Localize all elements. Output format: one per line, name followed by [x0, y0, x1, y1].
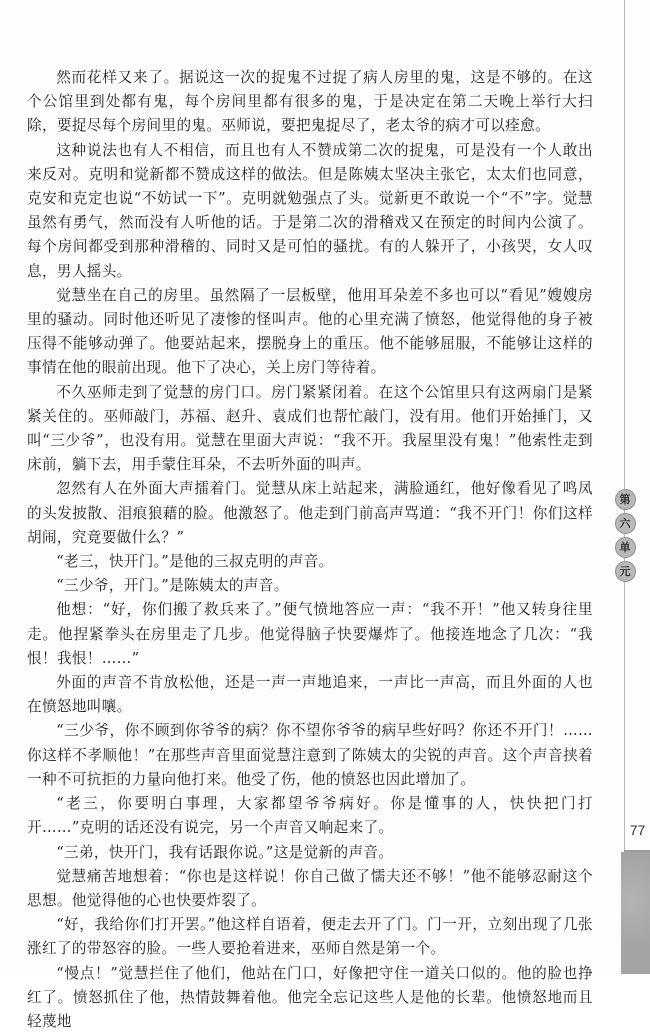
paragraph-11: “老三，你要明白事理，大家都望爷爷病好。你是懂事的人，快快把门打开……”克明的话还没有说完，另一个声音又响起来了。 [27, 795, 593, 837]
paragraph-15: “慢点！”觉慧拦住了他们，他站在门口，好像把守住一道关口似的。他的脸也挣红了。愤怒抓住了他，热情鼓舞着他。他完全忘记这些人是他的长辈。他愤怒地而且轻蔑地 [27, 964, 593, 1030]
paragraph-7: “三少爷，开门。”是陈姨太的声音。 [56, 577, 289, 595]
unit-badge-char-2: 六 [615, 513, 636, 534]
margin-divider-line [624, 0, 625, 852]
paragraph-2: 这种说法也有人不相信，而且也有人不赞成第二次的捉鬼，可是没有一个人敢出来反对。克明和觉新都不赞成这样的做法。但是陈姨太坚决主张它，太太们也同意，克安和克定也说“不妨试一下”。克明就勉强点了头。觉新更不敢说一个“不”字。觉慧虽然有勇气，然而没有人听他的话。于是第二次的滑稽戏又在预定的时间内公演了。每个房间都受到那种滑稽的、同时又是可怕的骚扰。有的人躲开了，小孩哭，女人叹息，男人摇头。 [27, 141, 593, 280]
unit-badge-char-1: 第 [615, 489, 636, 510]
paragraph-10: “三少爷，你不顾到你爷爷的病？你不望你爷爷的病早些好吗？你还不开门！……你这样不孝顺他！”在那些声音里面觉慧注意到了陈姨太的尖锐的声音。这个声音挟着一种不可抗拒的力量向他打来。他受了伤，他的愤怒也因此增加了。 [27, 722, 593, 788]
paragraph-14: “好，我给你们打开罢。”他这样自语着，便走去开了门。门一开，立刻出现了几张涨红了的带怒容的脸。一些人要抢着进来，巫师自然是第一个。 [27, 916, 593, 958]
paragraph-12: “三弟，快开门，我有话跟你说。”这是觉新的声音。 [56, 843, 394, 861]
paragraph-3: 觉慧坐在自己的房里。虽然隔了一层板壁，他用耳朵差不多也可以“看见”嫂嫂房里的骚动。同时他还听见了凄惨的怪叫声。他的心里充满了愤怒，他觉得他的身子被压得不能够动弹了。他要站起来，摆脱身上的重压。他不能够屈服，不能够让这样的事情在他的眼前出现。他下了决心，关上房门等待着。 [27, 286, 593, 377]
unit-badge-char-4: 元 [615, 561, 636, 582]
unit-badge-char-3: 单 [615, 537, 636, 558]
paragraph-1: 然而花样又来了。据说这一次的捉鬼不过捉了病人房里的鬼，这是不够的。在这个公馆里到处都有鬼，每个房间里都有很多的鬼，于是决定在第二天晚上举行大扫除，要捉尽每个房间里的鬼。巫师说，要把鬼捉尽了，老太爷的病才可以痊愈。 [27, 69, 593, 135]
paragraph-9: 外面的声音不肯放松他，还是一声一声地追来，一声比一声高，而且外面的人也在愤怒地叫嚷。 [27, 674, 593, 716]
paragraph-8: 他想：“好，你们搬了救兵来了。”便气愤地答应一声：“我不开！”他又转身往里走。他捏紧拳头在房里走了几步。他觉得脑子快要爆炸了。他接连地念了几次：“我恨！我恨！……” [27, 601, 593, 667]
body-text [27, 66, 593, 1034]
paragraph-4: 不久巫师走到了觉慧的房门口。房门紧紧闭着。在这个公馆里只有这两扇门是紧紧关住的。巫师敲门，苏福、赵升、袁成们也帮忙敲门，没有用。他们开始捶门，又叫“三少爷”，也没有用。觉慧在里面大声说：“我不开。我屋里没有鬼！”他索性走到床前，躺下去，用手蒙住耳朵，不去听外面的叫声。 [27, 383, 593, 474]
paragraph-13: 觉慧痛苦地想着：“你也是这样说！你自己做了懦夫还不够！”他不能够忍耐这个思想。他觉得他的心也快要炸裂了。 [27, 867, 593, 909]
page-edge-gray-band [621, 852, 650, 974]
paragraph-6: “老三，快开门。”是他的三叔克明的声音。 [56, 553, 334, 571]
unit-tab-sixth-unit [614, 489, 636, 582]
paragraph-5: 忽然有人在外面大声擂着门。觉慧从床上站起来，满脸通红，他好像看见了鸣凤的头发披散、泪痕狼藉的脸。他激怒了。他走到门前高声骂道：“我不开门！你们这样胡闹，究竟要做什么？” [27, 480, 593, 546]
page-number: 77 [629, 822, 646, 838]
